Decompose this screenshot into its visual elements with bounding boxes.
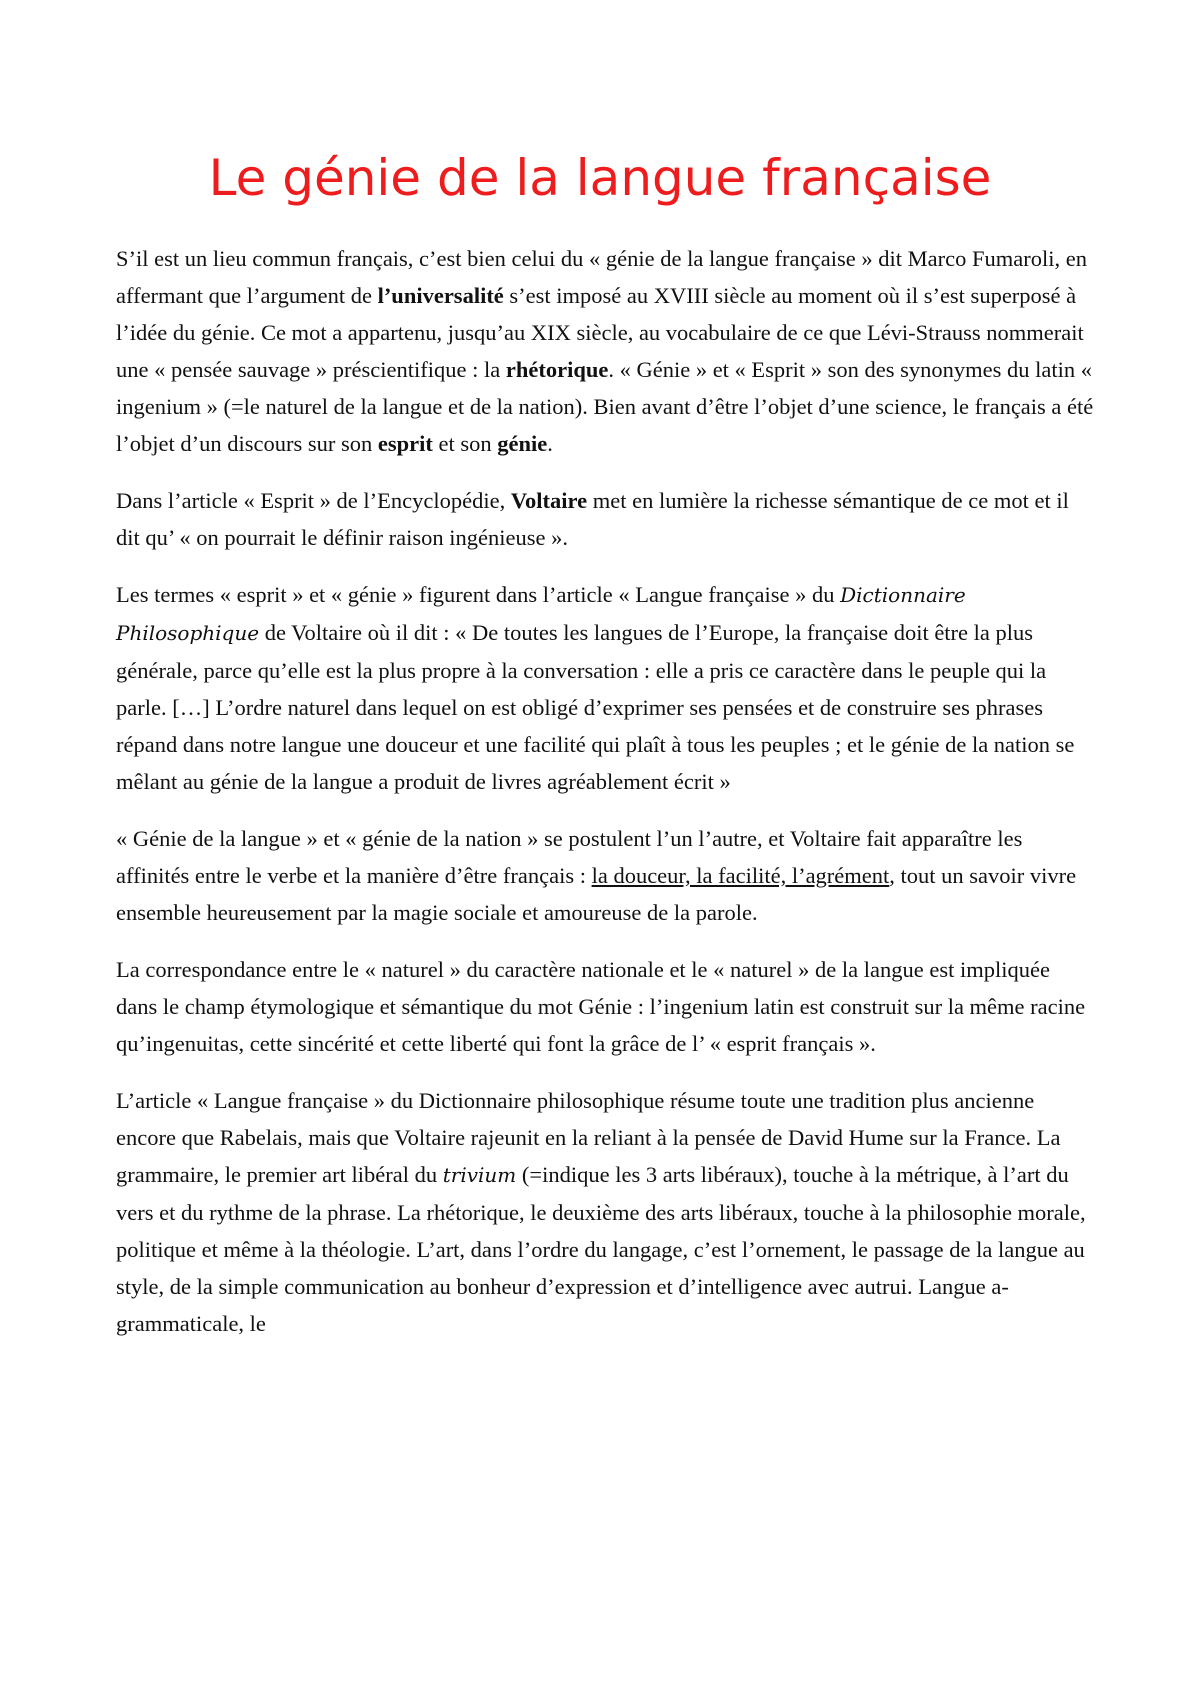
paragraph [116,1082,1096,1342]
text-run: , tout un savoir vivre ensemble heureusement par la magie sociale et amoureuse de la parole. [116,863,1077,925]
paragraph [116,951,1096,1062]
text-run: s’est imposé au XVIII siècle au moment où il s’est superposé à l’idée du génie. Ce mot a appartenu, jusqu’au XIX siècle, au vocabulaire de ce que Lévi-Strauss nommerait une « pensée sauvage » préscientifique : la [116,283,1084,382]
italic-text: trivium [442,1163,517,1187]
bold-text: l’universalité [377,283,504,308]
text-run: Dans l’article « Esprit » de l’Encyclopédie, [116,488,511,513]
text-run: « Génie de la langue » et « génie de la nation » se postulent l’un l’autre, et Voltaire fait apparaître les affinités entre le verbe et la manière d’être français : [116,826,1023,888]
text-run: (=indique les 3 arts libéraux), touche à la métrique, à l’art du vers et du rythme de la phrase. La rhétorique, le deuxième des arts libéraux, touche à la philosophie morale, politique et même à la théologie. L’art, dans l’ordre du langage, c’est l’ornement, le passage de la langue au style, de la simple communication au bonheur d’expression et d’intelligence avec autrui. Langue a-grammaticale, le [116,1162,1086,1336]
text-run: L’article « Langue française » du Dictionnaire philosophique résume toute une tradition plus ancienne encore que Rabelais, mais que Voltaire rajeunit en la reliant à la pensée de David Hume sur la France. La grammaire, le premier art libéral du [116,1088,1061,1187]
paragraph [116,820,1096,931]
bold-text: rhétorique [505,357,609,382]
text-run: met en lumière la richesse sémantique de ce mot et il dit qu’ « on pourrait le définir raison ingénieuse ». [116,488,1069,550]
text-run: Les termes « esprit » et « génie » figurent dans l’article « Langue française » du [116,582,841,607]
text-run: S’il est un lieu commun français, c’est bien celui du « génie de la langue française » dit Marco Fumaroli, en affermant que l’argument de [116,246,1087,308]
text-run: . [547,431,553,456]
text-run: de Voltaire où il dit : « De toutes les langues de l’Europe, la française doit être la plus générale, parce qu’elle est la plus propre à la conversation : elle a pris ce caractère dans le peuple qui la parle. […] L’ordre naturel dans lequel on est obligé d’exprimer ses pensées et de construire ses phrases répand dans notre langue une douceur et une facilité qui plaît à tous les peuples ; et le génie de la nation se mêlant au génie de la langue a produit de livres agréablement écrit » [116,620,1075,794]
bold-text: Voltaire [510,488,588,513]
italic-text: Dictionnaire Philosophique [116,583,966,645]
paragraph [116,482,1096,556]
text-run: La correspondance entre le « naturel » du caractère nationale et le « naturel » de la langue est impliquée dans le champ étymologique et sémantique du mot Génie : l’ingenium latin est construit sur la même racine qu’ingenuitas, cette sincérité et cette liberté qui font la grâce de l’ « esprit français ». [116,957,1086,1056]
document-title: Le génie de la langue française [208,149,992,207]
paragraph [116,240,1096,462]
text-run: . « Génie » et « Esprit » son des synonymes du latin « ingenium » (=le naturel de la langue et de la nation). Bien avant d’être l’objet d’une science, le français a été l’objet d’un discours sur son [116,357,1094,456]
underlined-text: la douceur, la facilité, l’agrément [591,863,890,888]
bold-text: génie [497,431,548,456]
paragraph [116,576,1096,800]
text-run: et son [432,431,498,456]
bold-text: esprit [377,431,433,456]
document-body [116,240,1096,1362]
